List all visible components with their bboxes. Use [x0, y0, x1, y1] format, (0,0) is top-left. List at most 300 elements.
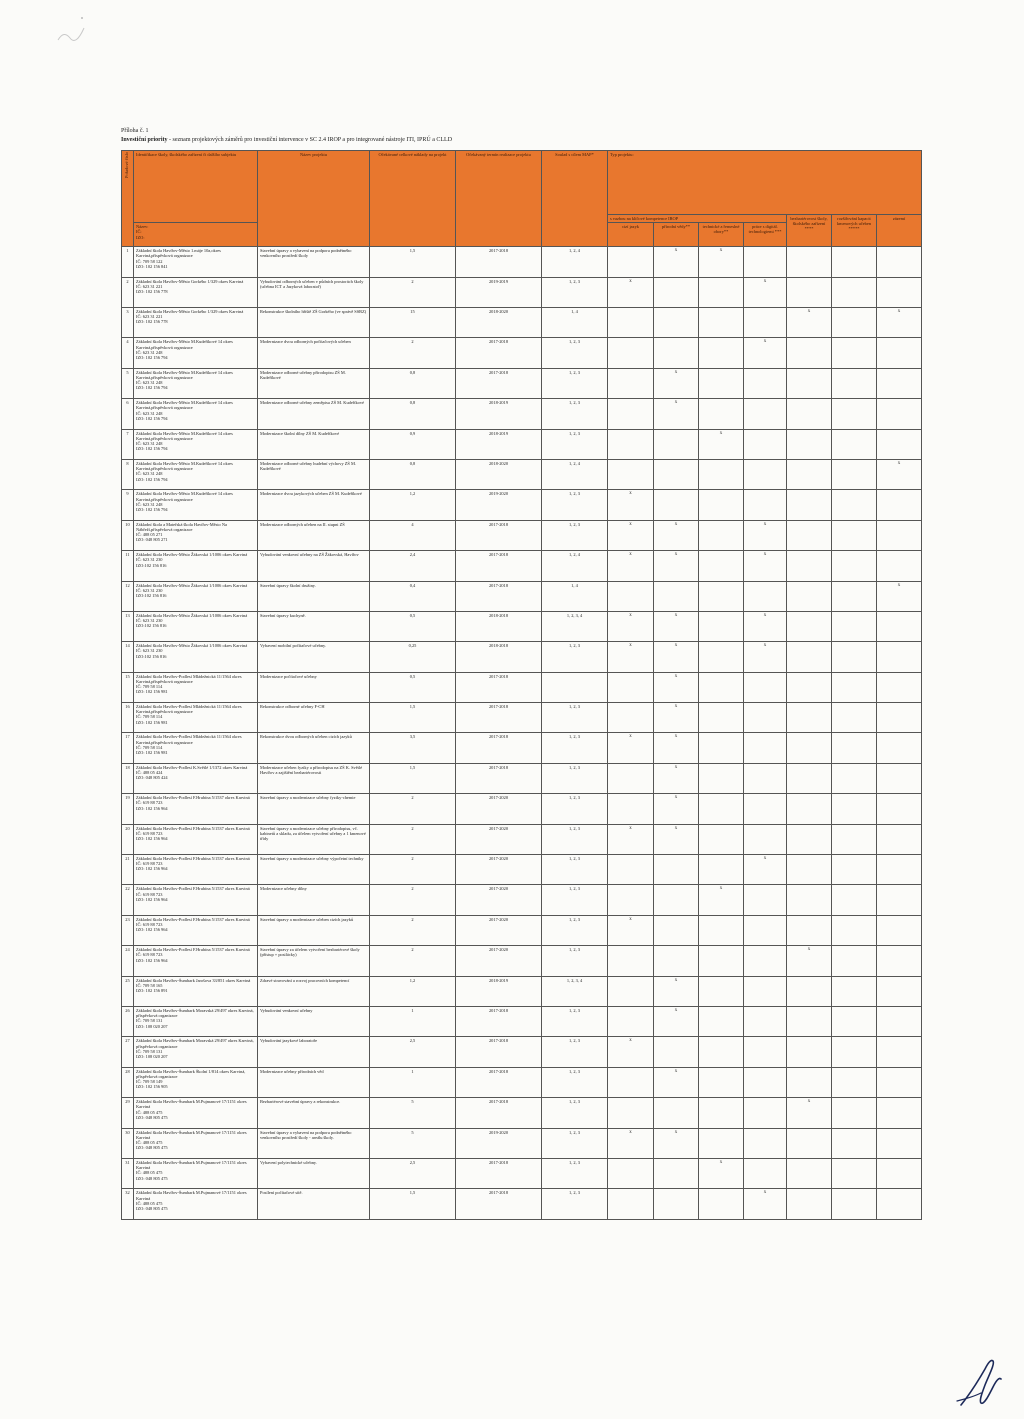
row-subject: Základní škola Havířov-Podlesí F.Hrubína 5/1537 okres Karviná IČ: 619 88 723 IZO: 102 156 964 [134, 885, 258, 915]
row-type-mark [744, 247, 787, 277]
row-type-mark [699, 307, 744, 337]
row-type-mark: x [608, 551, 654, 581]
row-number: 26 [122, 1006, 134, 1036]
row-subject: Základní škola Havířov-Šumbark Moravská 29/497 okres Karviná, příspěvková organizace IČ: 709 58 131 IZO: 108 020 207 [134, 1037, 258, 1067]
row-type-mark: x [608, 1128, 654, 1158]
row-type-mark [877, 733, 922, 763]
row-map-goal: 1, 2, 3 [542, 885, 608, 915]
row-term: 2018-2020 [456, 459, 542, 489]
row-number: 16 [122, 703, 134, 733]
row-map-goal: 1, 2, 3 [542, 1006, 608, 1036]
row-type-mark [877, 1189, 922, 1219]
row-type-mark: x [744, 855, 787, 885]
row-type-mark [877, 1037, 922, 1067]
row-type-mark [832, 642, 877, 672]
row-project-name: Stavební úpravy kuchyně. [258, 611, 370, 641]
row-type-mark [608, 794, 654, 824]
row-type-mark [832, 824, 877, 854]
row-type-mark: x [744, 338, 787, 368]
row-subject: Základní škola Havířov-Podlesí K.Světlé 1/1372 okres Karviná IČ: 488 05 424 IZO: 048 805 424 [134, 763, 258, 793]
row-term: 2017-2018 [456, 247, 542, 277]
row-type-mark [608, 763, 654, 793]
row-type-mark [744, 581, 787, 611]
row-type-mark [654, 429, 699, 459]
row-type-mark [787, 824, 832, 854]
row-costs: 2 [370, 946, 456, 976]
row-type-mark [877, 915, 922, 945]
row-number: 24 [122, 946, 134, 976]
row-project-name: Stavební úpravy a modernizace učebny výpočetní techniky [258, 855, 370, 885]
table-row [122, 611, 922, 641]
row-number: 22 [122, 885, 134, 915]
table-row [122, 368, 922, 398]
row-number: 28 [122, 1067, 134, 1097]
row-type-mark [744, 429, 787, 459]
row-type-mark: x [654, 368, 699, 398]
row-subject: Základní škola Havířov-Šumbark Školní 1/814 okres Karviná, příspěvková organizace IČ: 709 58 149 IZO: 102 156 905 [134, 1067, 258, 1097]
row-type-mark: x [877, 459, 922, 489]
row-type-mark [699, 1037, 744, 1067]
row-type-mark [744, 1006, 787, 1036]
row-type-mark [699, 459, 744, 489]
row-project-name: Stavební úpravy školní družiny. [258, 581, 370, 611]
row-number: 9 [122, 490, 134, 520]
row-costs: 2 [370, 885, 456, 915]
row-type-mark [832, 946, 877, 976]
table-row [122, 1067, 922, 1097]
row-type-mark [608, 1006, 654, 1036]
row-type-mark: x [654, 520, 699, 550]
row-costs: 2 [370, 338, 456, 368]
row-number: 17 [122, 733, 134, 763]
row-type-mark: x [608, 915, 654, 945]
row-type-mark [699, 277, 744, 307]
row-project-name: Modernizace počítačové učebny [258, 672, 370, 702]
row-type-mark [654, 1189, 699, 1219]
row-costs: 1,2 [370, 490, 456, 520]
table-row [122, 1158, 922, 1188]
row-subject: Základní škola Havířov-Město M.Kudeříkové 14 okres Karviná,příspěvková organizace IČ: 623 31 248 IZO: 102 156 794 [134, 399, 258, 429]
row-project-name: Modernizace školní dílny ZŠ M. Kudeříkové [258, 429, 370, 459]
row-project-name: Rekonstrukce odborné učebny F-CH [258, 703, 370, 733]
row-project-name: Modernizace učebny dílny [258, 885, 370, 915]
row-type-mark [877, 855, 922, 885]
row-type-mark [744, 946, 787, 976]
row-type-mark [608, 581, 654, 611]
row-type-mark: x [608, 520, 654, 550]
row-type-mark [699, 1128, 744, 1158]
row-term: 2017-2020 [456, 946, 542, 976]
row-type-mark [877, 642, 922, 672]
col-science: přírodní vědy** [654, 223, 699, 247]
row-type-mark: x [654, 672, 699, 702]
row-type-mark [744, 1037, 787, 1067]
table-row [122, 915, 922, 945]
row-subject: Základní škola Havířov-Město M.Kudeříkové 14 okres Karviná,příspěvková organizace IČ: 623 31 248 IZO: 102 156 794 [134, 338, 258, 368]
row-term: 2017-2018 [456, 703, 542, 733]
col-irop-link: s vazbou na klíčové kompetence IROP [608, 215, 787, 223]
row-map-goal: 1, 2, 3 [542, 915, 608, 945]
row-type-mark: x [608, 642, 654, 672]
scan-smudge [50, 10, 90, 50]
row-subject: Základní škola Havířov-Šumbark M.Pujmanové 17/1151 okres Karviná IČ: 488 05 475 IZO: 048 805 475 [134, 1098, 258, 1128]
row-type-mark: x [608, 1037, 654, 1067]
row-type-mark [744, 368, 787, 398]
row-type-mark [787, 1006, 832, 1036]
row-type-mark [787, 247, 832, 277]
row-subject: Základní škola Havířov-Podlesí F.Hrubína 5/1537 okres Karviná IČ: 619 88 723 IZO: 102 156 964 [134, 824, 258, 854]
row-type-mark [832, 1189, 877, 1219]
row-term: 2017-2018 [456, 1189, 542, 1219]
row-type-mark: x [608, 277, 654, 307]
table-row [122, 551, 922, 581]
row-term: 2017-2018 [456, 581, 542, 611]
table-row [122, 307, 922, 337]
row-type-mark [832, 1037, 877, 1067]
row-type-mark [608, 1158, 654, 1188]
row-type-mark [787, 733, 832, 763]
row-type-mark [654, 885, 699, 915]
attachment-label: Příloha č. 1 [121, 128, 149, 134]
table-row [122, 520, 922, 550]
row-number: 23 [122, 915, 134, 945]
row-term: 2018-2020 [456, 307, 542, 337]
row-type-mark: x [654, 611, 699, 641]
row-type-mark [832, 915, 877, 945]
row-costs: 2 [370, 794, 456, 824]
row-map-goal: 1, 4 [542, 581, 608, 611]
row-subject: Základní škola Havířov-Město 1.máje 10a,okres Karviná,příspěvková organizace IČ: 709 58 122 IZO: 102 156 841 [134, 247, 258, 277]
row-subject: Základní škola Havířov-Šumbark Jarošova 33/851 okres Karviná IČ: 709 58 165 IZO: 102 156 891 [134, 976, 258, 1006]
row-type-mark [787, 1189, 832, 1219]
row-subject: Základní škola Havířov-Podlesí F.Hrubína 5/1537 okres Karviná IČ: 619 88 723 IZO: 102 156 964 [134, 946, 258, 976]
row-type-mark [699, 946, 744, 976]
row-type-mark: x [787, 946, 832, 976]
row-type-mark [654, 277, 699, 307]
row-type-mark [699, 976, 744, 1006]
col-costs: Očekávané celkové náklady na projekt [370, 151, 456, 247]
row-type-mark [832, 490, 877, 520]
row-number: 5 [122, 368, 134, 398]
row-map-goal: 1, 2, 3 [542, 429, 608, 459]
row-number: 2 [122, 277, 134, 307]
row-map-goal: 1, 2, 3 [542, 1067, 608, 1097]
row-type-mark: x [654, 794, 699, 824]
row-type-mark [744, 307, 787, 337]
row-type-mark [877, 520, 922, 550]
row-type-mark [877, 551, 922, 581]
row-type-mark [699, 642, 744, 672]
row-type-mark [787, 399, 832, 429]
row-project-name: Stavební úpravy a modernizace učeben cizích jazyků [258, 915, 370, 945]
row-type-mark [699, 399, 744, 429]
table-row [122, 733, 922, 763]
row-type-mark [832, 247, 877, 277]
row-type-mark [787, 642, 832, 672]
table-row [122, 672, 922, 702]
row-type-mark [787, 703, 832, 733]
row-type-mark [832, 703, 877, 733]
row-map-goal: 1, 2, 3 [542, 703, 608, 733]
row-term: 2018-2019 [456, 399, 542, 429]
row-subject: Základní škola Havířov-Šumbark Moravská 29/497 okres Karviná, příspěvková organizace IČ: 709 58 131 IZO: 108 020 207 [134, 1006, 258, 1036]
row-costs: 3,5 [370, 733, 456, 763]
row-type-mark [832, 581, 877, 611]
row-map-goal: 1, 2, 3 [542, 399, 608, 429]
row-type-mark [832, 459, 877, 489]
row-costs: 0,9 [370, 429, 456, 459]
row-type-mark [744, 1158, 787, 1188]
row-project-name: Modernizace dvou odborných počítačových učeben [258, 338, 370, 368]
row-type-mark [744, 976, 787, 1006]
row-type-mark [699, 611, 744, 641]
col-order: Pořadové číslo [122, 151, 134, 247]
row-map-goal: 1, 2, 3 [542, 642, 608, 672]
row-type-mark [877, 1128, 922, 1158]
row-term: 2018-2018 [456, 642, 542, 672]
row-costs: 0,25 [370, 642, 456, 672]
row-type-mark [699, 855, 744, 885]
row-type-mark: x [608, 733, 654, 763]
row-type-mark [787, 976, 832, 1006]
row-number: 20 [122, 824, 134, 854]
row-type-mark [654, 307, 699, 337]
row-subject: Základní škola Havířov-Město Žákovská 1/1006 okres Karviná IČ: 623 31 230 IZO:102 156 816 [134, 581, 258, 611]
row-type-mark [699, 520, 744, 550]
row-type-mark [832, 1098, 877, 1128]
row-subject: Základní škola Havířov-Město M.Kudeříkové 14 okres Karviná,příspěvková organizace IČ: 623 31 248 IZO: 102 156 794 [134, 429, 258, 459]
row-type-mark [608, 429, 654, 459]
row-type-mark [608, 307, 654, 337]
row-costs: 1,5 [370, 247, 456, 277]
row-number: 25 [122, 976, 134, 1006]
row-type-mark [654, 1037, 699, 1067]
row-type-mark: x [654, 551, 699, 581]
row-project-name: Zdravé stravování a rozvoj pracovních kompetencí [258, 976, 370, 1006]
row-type-mark [654, 1158, 699, 1188]
row-type-mark [832, 277, 877, 307]
table-row [122, 885, 922, 915]
row-project-name: Modernizace učebny přírodních věd [258, 1067, 370, 1097]
row-costs: 0,8 [370, 459, 456, 489]
row-type-mark [608, 1067, 654, 1097]
row-type-mark [832, 794, 877, 824]
row-type-mark [832, 338, 877, 368]
row-type-mark [832, 1128, 877, 1158]
row-costs: 1,5 [370, 763, 456, 793]
row-type-mark [877, 429, 922, 459]
document-header [121, 127, 452, 145]
row-number: 6 [122, 399, 134, 429]
row-type-mark [608, 338, 654, 368]
row-project-name: Vybudování venkovní učebny na ZŠ Žákovská, Havířov [258, 551, 370, 581]
row-project-name: Stavební úpravy a modernizace učebny přírodopisu, vč. kabinetů a skladu, za účelem vytvoření učebny a 1 kmenové třídy [258, 824, 370, 854]
row-project-name: Vybudování venkovní učebny [258, 1006, 370, 1036]
row-subject: Základní škola Havířov-Podlesí Mládežnická 11/1564 okres Karviná,příspěvková organizace IČ: 709 58 114 IZO: 102 156 981 [134, 703, 258, 733]
row-type-mark [832, 399, 877, 429]
projects-table [121, 150, 922, 1220]
row-type-mark [832, 733, 877, 763]
row-type-mark [832, 763, 877, 793]
row-type-mark [787, 1037, 832, 1067]
row-costs: 2 [370, 277, 456, 307]
row-type-mark: x [608, 490, 654, 520]
row-number: 3 [122, 307, 134, 337]
row-type-mark [744, 915, 787, 945]
table-row [122, 429, 922, 459]
table-row [122, 399, 922, 429]
row-type-mark [699, 1098, 744, 1128]
row-type-mark [877, 1006, 922, 1036]
row-type-mark [787, 611, 832, 641]
row-type-mark [608, 946, 654, 976]
row-type-mark [877, 399, 922, 429]
row-project-name: Modernizace učeben fyziky a přírodopisu na ZŠ K. Světlé Havířov a zajištění bezbariérovosti [258, 763, 370, 793]
row-type-mark [787, 368, 832, 398]
row-costs: 1,2 [370, 976, 456, 1006]
row-costs: 2 [370, 915, 456, 945]
row-map-goal: 1, 2, 3 [542, 946, 608, 976]
row-type-mark [654, 338, 699, 368]
row-type-mark: x [787, 307, 832, 337]
table-row [122, 763, 922, 793]
table-row [122, 824, 922, 854]
table-row [122, 1037, 922, 1067]
row-type-mark [832, 611, 877, 641]
row-type-mark [877, 368, 922, 398]
row-map-goal: 1, 2, 3 [542, 824, 608, 854]
row-type-mark [787, 490, 832, 520]
row-type-mark [877, 1158, 922, 1188]
row-type-mark [744, 885, 787, 915]
row-project-name: Vybudování odborných učeben v půdních prostorách školy (učebna ICT a Jazyková laboratoř) [258, 277, 370, 307]
projects-table-body [122, 247, 922, 1220]
row-type-mark [877, 672, 922, 702]
row-type-mark: x [744, 520, 787, 550]
row-type-mark [699, 703, 744, 733]
table-row [122, 946, 922, 976]
row-type-mark [699, 581, 744, 611]
row-type-mark [787, 520, 832, 550]
row-type-mark: x [654, 642, 699, 672]
row-term: 2017-2018 [456, 338, 542, 368]
row-subject: Základní škola Havířov-Město Žákovská 1/1006 okres Karviná IČ: 623 31 230 IZO:102 156 816 [134, 551, 258, 581]
row-map-goal: 1, 2, 3, 4 [542, 611, 608, 641]
row-type-mark: x [744, 611, 787, 641]
row-type-mark [744, 794, 787, 824]
row-term: 2017-2018 [456, 551, 542, 581]
row-term: 2018-2019 [456, 976, 542, 1006]
row-type-mark: x [744, 277, 787, 307]
row-type-mark [608, 368, 654, 398]
row-type-mark: x [654, 1128, 699, 1158]
col-project-name: Název projektu [258, 151, 370, 247]
row-type-mark [832, 976, 877, 1006]
row-type-mark [744, 763, 787, 793]
row-subject: Základní škola Havířov-Město M.Kudeříkové 14 okres Karviná,příspěvková organizace IČ: 623 31 248 IZO: 102 156 794 [134, 368, 258, 398]
row-type-mark [699, 763, 744, 793]
row-type-mark [832, 672, 877, 702]
row-map-goal: 1, 2, 3 [542, 1098, 608, 1128]
row-project-name: Vybudování jazykové laboratoře [258, 1037, 370, 1067]
row-map-goal: 1, 2, 3 [542, 855, 608, 885]
row-type-mark: x [654, 399, 699, 429]
row-type-mark [832, 551, 877, 581]
row-project-name: Modernizace odborných učeben na II. stupni ZŠ [258, 520, 370, 550]
row-type-mark [654, 1098, 699, 1128]
row-map-goal: 1, 2, 3 [542, 277, 608, 307]
row-costs: 0,8 [370, 399, 456, 429]
row-type-mark [608, 885, 654, 915]
row-type-mark [654, 946, 699, 976]
row-type-mark [744, 733, 787, 763]
row-type-mark: x [699, 429, 744, 459]
table-row [122, 1006, 922, 1036]
row-term: 2017-2018 [456, 733, 542, 763]
row-term: 2017-2020 [456, 885, 542, 915]
row-type-mark [608, 976, 654, 1006]
row-number: 7 [122, 429, 134, 459]
row-term: 2019-2019 [456, 277, 542, 307]
row-map-goal: 1, 2, 3 [542, 794, 608, 824]
col-map-goal: Soulad s cílem MAP* [542, 151, 608, 247]
row-costs: 0,4 [370, 581, 456, 611]
row-subject: Základní škola Havířov-Šumbark M.Pujmanové 17/1151 okres Karviná IČ: 488 05 475 IZO: 048 805 475 [134, 1128, 258, 1158]
row-type-mark: x [608, 611, 654, 641]
row-type-mark [877, 247, 922, 277]
row-type-mark [877, 611, 922, 641]
row-type-mark [832, 1158, 877, 1188]
row-term: 2018-2018 [456, 611, 542, 641]
row-map-goal: 1, 2, 3 [542, 520, 608, 550]
row-project-name: Modernizace odborné učebny přírodopisu ZŠ M. Kudeříkové [258, 368, 370, 398]
row-type-mark [699, 1067, 744, 1097]
row-type-mark [654, 915, 699, 945]
row-type-mark [744, 1128, 787, 1158]
row-costs: 1 [370, 1006, 456, 1036]
row-project-name: Modernizace dvou jazykových učeben ZŠ M. Kudeříkové [258, 490, 370, 520]
row-number: 12 [122, 581, 134, 611]
row-type-mark [699, 551, 744, 581]
row-type-mark: x [654, 976, 699, 1006]
row-type-mark [832, 885, 877, 915]
row-map-goal: 1, 2, 3 [542, 490, 608, 520]
row-type-mark: x [877, 581, 922, 611]
row-subject: Základní škola Havířov-Šumbark M.Pujmanové 17/1151 okres Karviná IČ: 488 05 475 IZO: 048 805 475 [134, 1158, 258, 1188]
row-term: 2017-2018 [456, 368, 542, 398]
row-type-mark [744, 703, 787, 733]
row-map-goal: 1, 2, 3 [542, 1158, 608, 1188]
row-project-name: Stavební úpravy za účelem vytvoření bezbariérové školy (přístup + posilácky) [258, 946, 370, 976]
table-row [122, 1098, 922, 1128]
row-subject: Základní škola Havířov-Město Žákovská 1/1006 okres Karviná IČ: 623 31 230 IZO:102 156 816 [134, 611, 258, 641]
row-type-mark [877, 1067, 922, 1097]
row-project-name: Modernizace odborné učebny hudební výchovy ZŠ M. Kudeříkové [258, 459, 370, 489]
row-subject: Základní škola Havířov-Město Žákovská 1/1006 okres Karviná IČ: 623 31 230 IZO:102 156 816 [134, 642, 258, 672]
row-type-mark [699, 368, 744, 398]
col-facilities: zázemí [877, 215, 922, 247]
row-type-mark [608, 399, 654, 429]
row-type-mark: x [654, 824, 699, 854]
row-type-mark [608, 1189, 654, 1219]
title-bold: Investiční priority [121, 137, 168, 143]
row-costs: 2 [370, 824, 456, 854]
row-type-mark [699, 338, 744, 368]
row-type-mark [832, 855, 877, 885]
row-term: 2019-2020 [456, 490, 542, 520]
row-type-mark: x [699, 247, 744, 277]
row-project-name: Vybavení mobilní počítačové učebny. [258, 642, 370, 672]
